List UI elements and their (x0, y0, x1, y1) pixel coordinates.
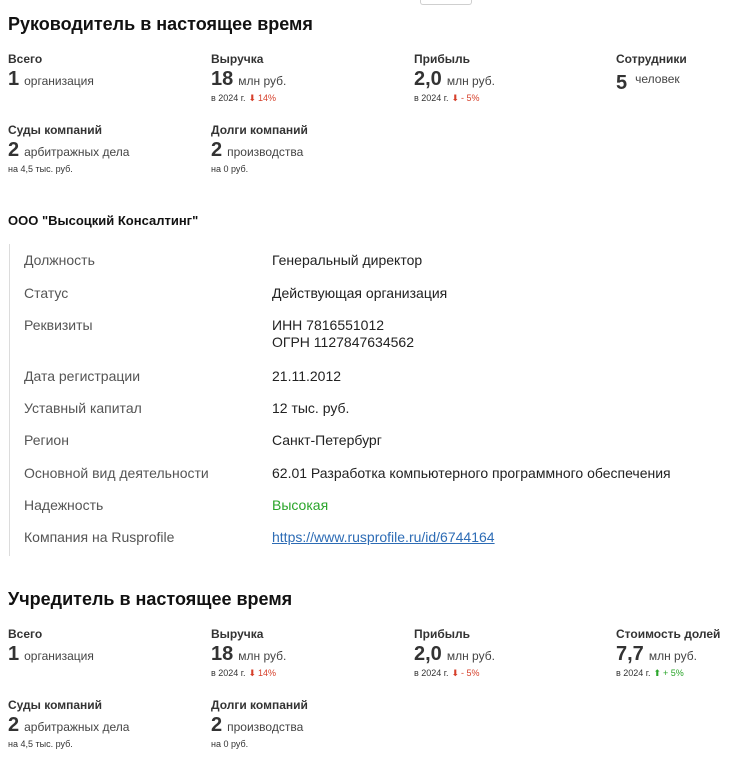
founder-stat-profit (414, 626, 604, 680)
stat-label: Всего (8, 627, 43, 641)
stat-sub-prefix: в 2024 г. (211, 668, 246, 678)
stat-label: Всего (8, 52, 43, 66)
stat-value: 2 (211, 139, 223, 161)
arrow-up-icon: ⬆ (653, 668, 662, 678)
stat-delta: - 5% (461, 668, 480, 678)
stat-sub-prefix: в 2024 г. (211, 93, 246, 103)
detail-value-ogrn: ОГРН 1127847634562 (272, 334, 414, 350)
stat-delta: + 5% (663, 668, 684, 678)
stat-unit: производства (227, 720, 304, 734)
stat-unit: млн руб. (648, 649, 697, 663)
stat-value: 2 (8, 714, 20, 736)
leader-stat-total (8, 51, 198, 91)
stat-label: Долги компаний (211, 123, 308, 137)
stat-unit: организация (24, 649, 94, 663)
stat-sub: на 4,5 тыс. руб. (8, 739, 73, 749)
stat-value: 7,7 (616, 643, 644, 665)
reliability-value: Высокая (272, 497, 329, 513)
stat-sub: на 0 руб. (211, 164, 249, 174)
detail-value: ИНН 7816551012 (272, 317, 385, 333)
arrow-down-icon: ⬇ (248, 668, 257, 678)
stat-unit: человек (635, 72, 680, 86)
top-tab-handle[interactable] (420, 0, 472, 5)
detail-key: Основной вид деятельности (24, 465, 209, 481)
stat-label: Выручка (211, 627, 264, 641)
stat-label: Выручка (211, 52, 264, 66)
leader-stat-revenue (211, 51, 401, 105)
stat-label: Суды компаний (8, 123, 103, 137)
founder-stat-debts (211, 697, 401, 751)
detail-key: Статус (24, 285, 69, 301)
stat-delta: - 5% (461, 93, 480, 103)
founder-section-title: Учредитель в настоящее время (8, 589, 293, 609)
founder-stat-total (8, 626, 198, 666)
stat-label: Прибыль (414, 627, 470, 641)
detail-key: Компания на Rusprofile (24, 529, 175, 545)
leader-stat-debts (211, 122, 401, 176)
stat-label: Суды компаний (8, 698, 103, 712)
rusprofile-link[interactable]: https://www.rusprofile.ru/id/6744164 (272, 529, 495, 545)
stat-unit: арбитражных дела (24, 720, 130, 734)
stat-unit: производства (227, 145, 304, 159)
stat-unit: организация (24, 74, 94, 88)
leader-stat-profit (414, 51, 604, 105)
detail-value: Действующая организация (272, 285, 448, 301)
detail-value: Генеральный директор (272, 252, 423, 268)
stat-label: Прибыль (414, 52, 470, 66)
arrow-down-icon: ⬇ (451, 93, 460, 103)
stat-sub: на 4,5 тыс. руб. (8, 164, 73, 174)
founder-stat-courts (8, 697, 198, 751)
stat-value: 5 (616, 72, 628, 94)
stat-sub: на 0 руб. (211, 739, 249, 749)
stat-unit: арбитражных дела (24, 145, 130, 159)
leader-stat-courts (8, 122, 198, 176)
founder-stat-revenue (211, 626, 401, 680)
stat-value: 18 (211, 68, 234, 90)
stat-value: 1 (8, 68, 20, 90)
stat-value: 2,0 (414, 68, 442, 90)
detail-key: Реквизиты (24, 317, 93, 333)
detail-key: Уставный капитал (24, 400, 142, 416)
stat-sub-prefix: в 2024 г. (414, 93, 449, 103)
stat-delta: 14% (258, 93, 277, 103)
detail-key: Должность (24, 252, 95, 268)
company-details-table (9, 244, 730, 556)
detail-key: Дата регистрации (24, 368, 141, 384)
detail-key: Регион (24, 432, 69, 448)
detail-value: Санкт-Петербург (272, 432, 382, 448)
stat-delta: 14% (258, 668, 277, 678)
stat-unit: млн руб. (238, 74, 287, 88)
stat-unit: млн руб. (238, 649, 287, 663)
arrow-down-icon: ⬇ (248, 93, 257, 103)
detail-value: 62.01 Разработка компьютерного программного обеспечения (272, 465, 671, 481)
stat-value: 2,0 (414, 643, 442, 665)
stat-unit: млн руб. (446, 74, 495, 88)
stat-sub-prefix: в 2024 г. (616, 668, 651, 678)
leader-stat-employees (616, 51, 736, 94)
stat-value: 18 (211, 643, 234, 665)
stat-sub-prefix: в 2024 г. (414, 668, 449, 678)
stat-label: Сотрудники (616, 52, 687, 66)
detail-key: Надежность (24, 497, 104, 513)
detail-value: 21.11.2012 (272, 368, 342, 384)
stat-value: 2 (8, 139, 20, 161)
detail-value: 12 тыс. руб. (272, 400, 350, 416)
stat-value: 1 (8, 643, 20, 665)
company-name: ООО "Высоцкий Консалтинг" (8, 213, 199, 228)
stat-label: Долги компаний (211, 698, 308, 712)
arrow-down-icon: ⬇ (451, 668, 460, 678)
stat-unit: млн руб. (446, 649, 495, 663)
stat-label: Стоимость долей (616, 627, 721, 641)
founder-stat-share-value (616, 626, 736, 680)
stat-value: 2 (211, 714, 223, 736)
leader-section-title: Руководитель в настоящее время (8, 14, 313, 34)
